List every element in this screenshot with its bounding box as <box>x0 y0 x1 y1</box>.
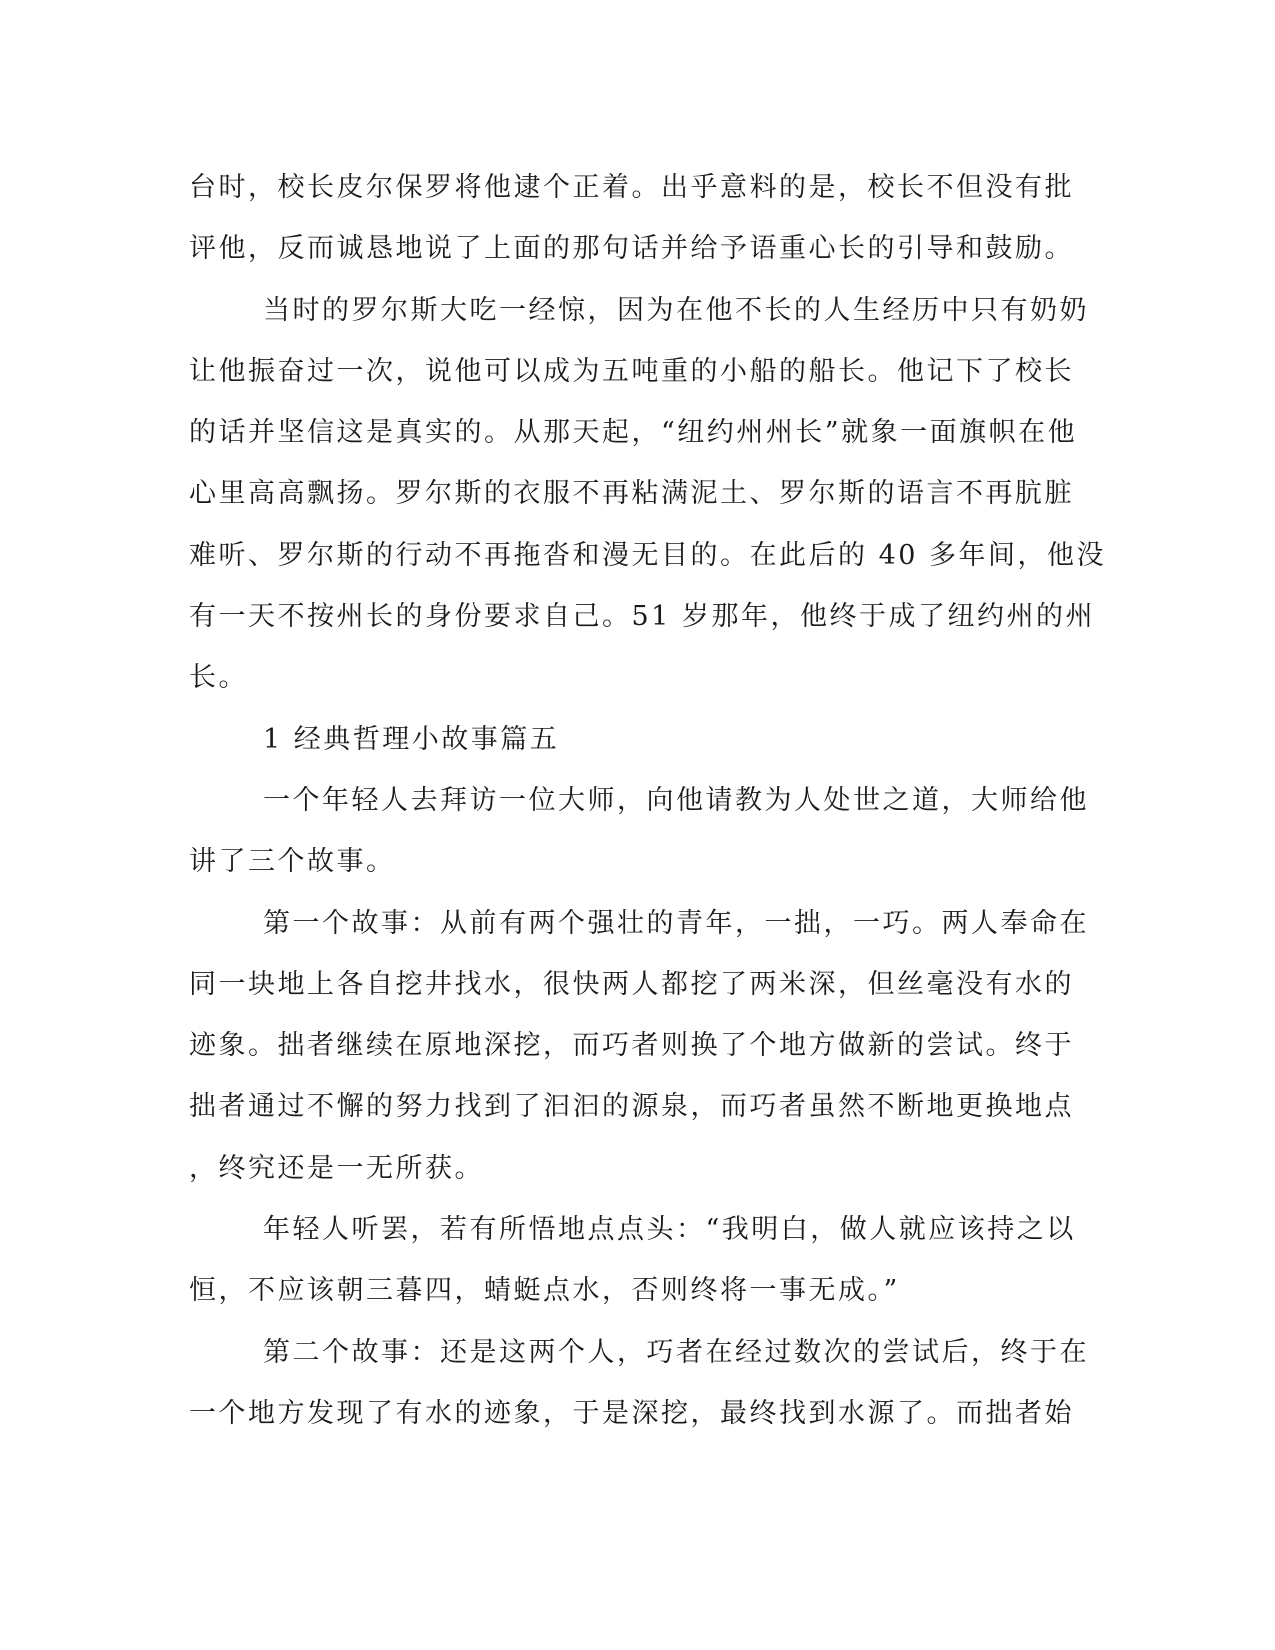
text-line: 长。 <box>189 662 248 694</box>
text-line: 台时，校长皮尔保罗将他逮个正着。出乎意料的是，校长不但没有批 <box>189 172 1074 203</box>
text-line: 迹象。拙者继续在原地深挖，而巧者则换了个地方做新的尝试。终于 <box>189 1030 1074 1062</box>
text-line: 恒，不应该朝三暮四，蜻蜓点水，否则终将一事无成。” <box>189 1275 900 1307</box>
text-line: 有一天不按州长的身份要求自己。51 岁那年，他终于成了纽约州的州 <box>189 601 1095 633</box>
text-line: 难听、罗尔斯的行动不再拖沓和漫无目的。在此后的 40 多年间，他没 <box>189 539 1107 571</box>
text-line: 讲了三个故事。 <box>189 846 396 878</box>
text-line: 的话并坚信这是真实的。从那天起，“纽约州州长”就象一面旗帜在他 <box>189 417 1078 449</box>
text-line: 评他，反而诚恳地说了上面的那句话并给予语重心长的引导和鼓励。 <box>189 233 1074 265</box>
text-line: 让他振奋过一次，说他可以成为五吨重的小船的船长。他记下了校长 <box>189 355 1074 387</box>
document-body <box>189 157 1107 1444</box>
text-line: 拙者通过不懈的努力找到了汩汩的源泉，而巧者虽然不断地更换地点 <box>189 1091 1074 1123</box>
paragraph-start-line: 年轻人听罢，若有所悟地点点头：“我明白，做人就应该持之以 <box>263 1214 1076 1246</box>
text-line: 同一块地上各自挖井找水，很快两人都挖了两米深，但丝毫没有水的 <box>189 968 1074 1000</box>
text-line: ，终究还是一无所获。 <box>189 1152 484 1184</box>
section-heading: 1 经典哲理小故事篇五 <box>263 723 560 755</box>
text-line: 心里高高飘扬。罗尔斯的衣服不再粘满泥土、罗尔斯的语言不再肮脏 <box>189 478 1074 510</box>
paragraph-start-line: 当时的罗尔斯大吃一经惊，因为在他不长的人生经历中只有奶奶 <box>263 294 1089 326</box>
paragraph-start-line: 第一个故事：从前有两个强壮的青年，一拙，一巧。两人奉命在 <box>263 907 1089 939</box>
paragraph-start-line: 一个年轻人去拜访一位大师，向他请教为人处世之道，大师给他 <box>263 784 1089 816</box>
text-line: 一个地方发现了有水的迹象，于是深挖，最终找到水源了。而拙者始 <box>189 1397 1074 1429</box>
paragraph-start-line: 第二个故事：还是这两个人，巧者在经过数次的尝试后，终于在 <box>263 1336 1089 1368</box>
